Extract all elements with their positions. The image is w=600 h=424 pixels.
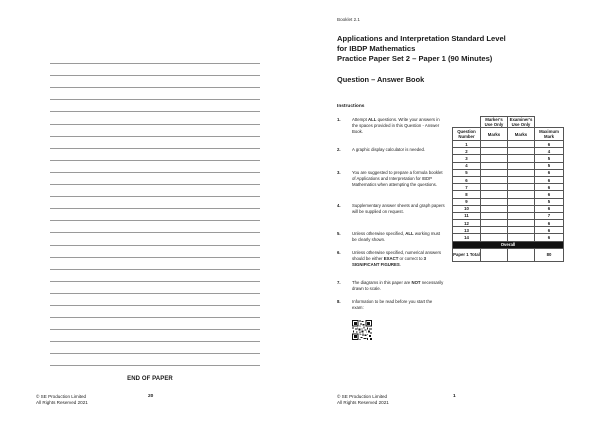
page-number: 20 [148, 394, 154, 399]
examiner-marks-field[interactable] [508, 176, 535, 183]
instruction-item [337, 203, 445, 231]
copyright-line: © SE Production Limited [36, 394, 87, 399]
answer-line[interactable] [50, 354, 260, 366]
examiner-marks-field[interactable] [508, 234, 535, 241]
right-page [300, 0, 600, 424]
instruction-item [337, 147, 445, 170]
maximum-mark: 7 [535, 212, 564, 219]
copyright-line: © SE Production Limited [337, 394, 388, 399]
table-row [453, 184, 564, 191]
marker-marks-field[interactable] [481, 191, 508, 198]
answer-line[interactable] [50, 282, 260, 294]
instruction-text: working must be clearly shown. [352, 231, 441, 242]
maximum-mark: 6 [535, 141, 564, 148]
answer-line[interactable] [50, 209, 260, 221]
examiner-marks-field[interactable] [508, 227, 535, 234]
instruction-text: necessarily drawn to scale. [352, 280, 444, 291]
instruction-number: 5. [337, 231, 341, 236]
table-row [453, 155, 564, 162]
question-number: 9 [453, 198, 481, 205]
answer-line[interactable] [50, 258, 260, 270]
answer-line[interactable] [50, 88, 260, 100]
question-number: 10 [453, 205, 481, 212]
title-line: Applications and Interpretation Standard Level [337, 34, 506, 43]
answer-line[interactable] [50, 185, 260, 197]
instruction-number: 1. [337, 117, 341, 122]
instruction-number: 8. [337, 299, 341, 304]
maximum-mark: 5 [535, 162, 564, 169]
table-row [453, 234, 564, 241]
copyright-footer [36, 394, 88, 406]
marker-marks-field[interactable] [481, 234, 508, 241]
instruction-text: questions. Write your answers in the spaces provided in this Question - Answer Book. [352, 117, 440, 134]
answer-line[interactable] [50, 294, 260, 306]
examiners-use-header: Examiner's Use Only [508, 117, 535, 128]
examiner-marks-field[interactable] [508, 148, 535, 155]
maximum-mark: 6 [535, 205, 564, 212]
paper-title [337, 34, 567, 64]
copyright-footer [337, 394, 389, 406]
marker-marks-field[interactable] [481, 184, 508, 191]
maximum-mark: 6 [535, 176, 564, 183]
total-marks-field[interactable] [481, 248, 508, 261]
instruction-number: 4. [337, 203, 341, 208]
answer-line[interactable] [50, 221, 260, 233]
answer-line[interactable] [50, 137, 260, 149]
instruction-number: 6. [337, 250, 341, 255]
table-row [453, 227, 564, 234]
table-row [453, 141, 564, 148]
marker-marks-field[interactable] [481, 141, 508, 148]
instruction-text: The diagrams in this paper are [352, 280, 412, 285]
rights-line: All Rights Reserved 2021 [337, 400, 389, 405]
instruction-number: 7. [337, 280, 341, 285]
instruction-text: A graphic display calculator is needed. [352, 147, 426, 152]
instruction-text: or correct to [398, 256, 424, 261]
question-number: 5 [453, 169, 481, 176]
answer-line[interactable] [50, 233, 260, 245]
examiner-marks-field[interactable] [508, 198, 535, 205]
marker-marks-field[interactable] [481, 198, 508, 205]
table-row [453, 212, 564, 219]
question-number: 14 [453, 234, 481, 241]
instruction-text: . [399, 262, 401, 267]
marker-marks-field[interactable] [481, 205, 508, 212]
examiner-marks-field[interactable] [508, 205, 535, 212]
marks-table [452, 116, 564, 262]
maximum-mark-header: Maximum Mark [535, 128, 564, 141]
examiner-marks-field[interactable] [508, 220, 535, 227]
table-corner [453, 117, 481, 128]
instruction-item [337, 280, 445, 299]
table-row [453, 191, 564, 198]
table-row [453, 198, 564, 205]
maximum-mark: 6 [535, 169, 564, 176]
booklet-label: Booklet 2.1 [337, 17, 360, 22]
instruction-item [337, 170, 445, 203]
instruction-text: Information to be read before you start the exam: [352, 299, 433, 310]
marker-marks-field[interactable] [481, 227, 508, 234]
instruction-text: You are suggested to prepare a formula booklet of Applications and Interpretation for IBDP Mathematics when attempting the questions. [352, 170, 443, 187]
question-number: 11 [453, 212, 481, 219]
answer-line[interactable] [50, 125, 260, 137]
total-max-mark: 80 [535, 248, 564, 261]
instructions-list [337, 117, 445, 313]
table-row [453, 148, 564, 155]
marker-marks-field[interactable] [481, 162, 508, 169]
question-number: 1 [453, 141, 481, 148]
instruction-text: Supplementary answer sheets and graph papers will be supplied on request. [352, 203, 445, 214]
answer-line[interactable] [50, 112, 260, 124]
question-number: 13 [453, 227, 481, 234]
answer-line[interactable] [50, 270, 260, 282]
marks-header: Marks [481, 128, 508, 141]
answer-line[interactable] [50, 342, 260, 354]
answer-line[interactable] [50, 197, 260, 209]
qr-code-icon[interactable] [352, 320, 372, 340]
instruction-item [337, 299, 445, 313]
maximum-mark: 6 [535, 234, 564, 241]
maximum-mark: 6 [535, 191, 564, 198]
instruction-emphasis: EXACT [383, 256, 399, 261]
maximum-mark: 6 [535, 184, 564, 191]
overall-header: Overall [453, 241, 564, 248]
answer-line[interactable] [50, 330, 260, 342]
answer-line[interactable] [50, 318, 260, 330]
maximum-mark: 5 [535, 198, 564, 205]
answer-line[interactable] [50, 100, 260, 112]
instruction-text: Unless otherwise specified, [352, 231, 406, 236]
examiner-marks-field[interactable] [508, 184, 535, 191]
table-row [453, 162, 564, 169]
answer-line[interactable] [50, 306, 260, 318]
question-number-header: Question Number [453, 128, 481, 141]
answer-line[interactable] [50, 149, 260, 161]
instruction-emphasis: ALL [368, 117, 377, 122]
question-number: 12 [453, 220, 481, 227]
maximum-mark: 6 [535, 220, 564, 227]
end-of-paper: END OF PAPER [127, 376, 173, 382]
question-number: 2 [453, 148, 481, 155]
table-corner [535, 117, 564, 128]
book-subtitle: Question – Answer Book [337, 75, 425, 84]
marks-header: Marks [508, 128, 535, 141]
page-number: 1 [453, 394, 456, 399]
instruction-text: Unless otherwise specified, numerical answers should be either [352, 250, 442, 261]
marker-marks-field[interactable] [481, 176, 508, 183]
maximum-mark: 5 [535, 155, 564, 162]
answer-line[interactable] [50, 64, 260, 76]
marker-marks-field[interactable] [481, 148, 508, 155]
total-marks-field[interactable] [508, 248, 535, 261]
rights-line: All Rights Reserved 2021 [36, 400, 88, 405]
table-row [453, 220, 564, 227]
instruction-number: 3. [337, 170, 341, 175]
table-row [453, 176, 564, 183]
instruction-emphasis: ALL [405, 231, 414, 236]
instruction-item [337, 231, 445, 250]
marker-marks-field[interactable] [481, 212, 508, 219]
answer-line[interactable] [50, 173, 260, 185]
answer-line[interactable] [50, 161, 260, 173]
instruction-number: 2. [337, 147, 341, 152]
answer-line[interactable] [50, 76, 260, 88]
answer-line[interactable] [50, 52, 260, 64]
maximum-mark: 6 [535, 227, 564, 234]
paper-total-label: Paper 1 Total [453, 248, 481, 261]
instruction-emphasis: NOT [411, 280, 421, 285]
instruction-item [337, 117, 445, 147]
table-row [453, 169, 564, 176]
instruction-emphasis: 3 SIGNIFICANT FIGURES [352, 256, 427, 267]
instruction-text: Attempt [352, 117, 369, 122]
answer-line[interactable] [50, 246, 260, 258]
examiner-marks-field[interactable] [508, 169, 535, 176]
examiner-marks-field[interactable] [508, 155, 535, 162]
maximum-mark: 4 [535, 148, 564, 155]
question-number: 3 [453, 155, 481, 162]
examiner-marks-field[interactable] [508, 191, 535, 198]
answer-lines [50, 52, 260, 366]
question-number: 8 [453, 191, 481, 198]
table-row [453, 205, 564, 212]
examiner-marks-field[interactable] [508, 212, 535, 219]
title-line: Practice Paper Set 2 – Paper 1 (90 Minutes) [337, 54, 493, 63]
marker-marks-field[interactable] [481, 220, 508, 227]
title-line: for IBDP Mathematics [337, 44, 416, 53]
marker-marks-field[interactable] [481, 169, 508, 176]
instruction-item [337, 250, 445, 280]
markers-use-header: Marker's Use Only [481, 117, 508, 128]
examiner-marks-field[interactable] [508, 162, 535, 169]
question-number: 6 [453, 176, 481, 183]
question-number: 4 [453, 162, 481, 169]
question-number: 7 [453, 184, 481, 191]
marker-marks-field[interactable] [481, 155, 508, 162]
instructions-heading: Instructions [337, 104, 365, 109]
examiner-marks-field[interactable] [508, 141, 535, 148]
